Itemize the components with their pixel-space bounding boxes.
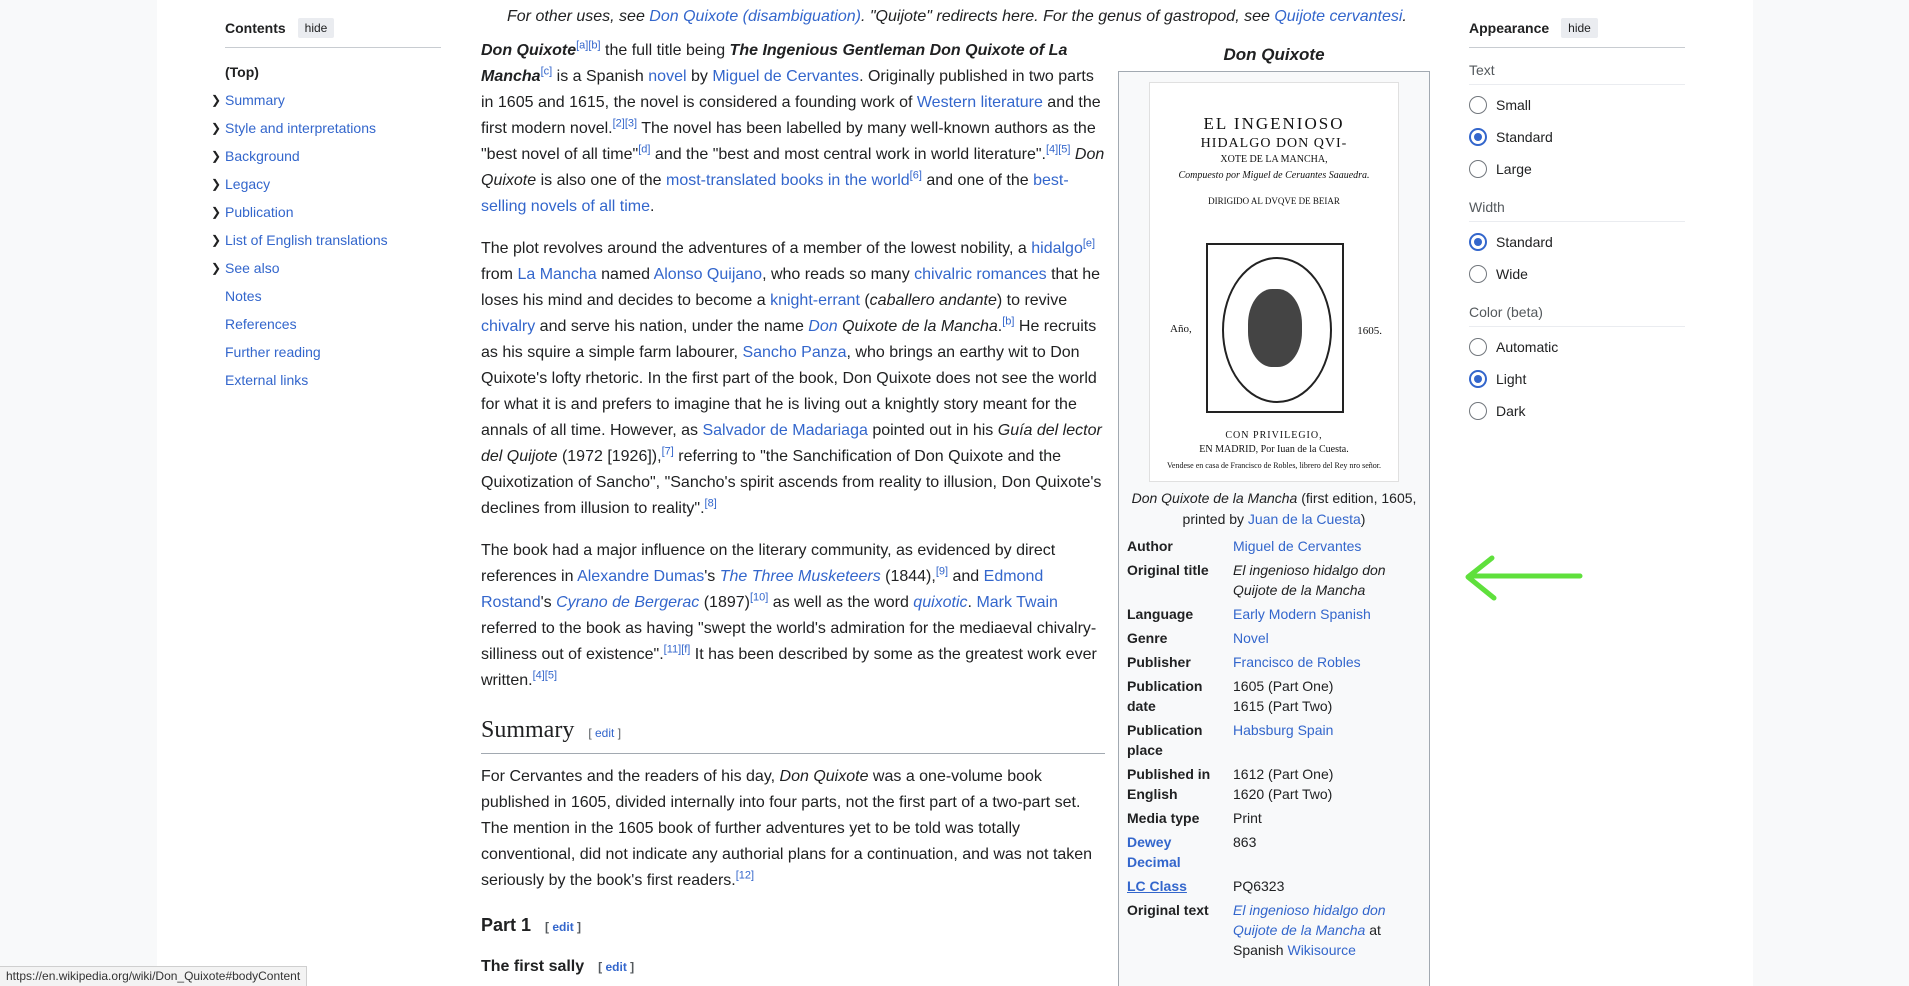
text: 's <box>704 568 720 585</box>
text-size-option[interactable] <box>1469 121 1685 153</box>
hatnote-text: . "Quijote" redirects here. For the genus of gastropod, see <box>860 8 1275 25</box>
text: The book had a major influence on the literary community, as evidenced by direct references in <box>481 542 1056 585</box>
toc-item[interactable] <box>225 366 441 394</box>
text: the full title being <box>600 42 730 59</box>
infobox-body <box>1118 71 1430 986</box>
hatnote-text: . <box>1402 8 1407 25</box>
part1-heading <box>481 912 1105 940</box>
row-header: Language <box>1127 606 1194 622</box>
bold-title: Don Quixote <box>481 42 577 59</box>
text: . <box>967 594 977 611</box>
toc-item-label[interactable]: Further reading <box>225 344 321 360</box>
edit-section-link[interactable]: [ edit ] <box>545 920 582 934</box>
summary-paragraph <box>481 764 1105 894</box>
table-row <box>1125 898 1423 962</box>
full-title: The Ingenious Gentleman Don Quixote of La Mancha <box>481 42 1068 85</box>
cover-image[interactable] <box>1149 82 1399 482</box>
text-size-options <box>1469 89 1685 185</box>
dewey-link[interactable]: Dewey Decimal <box>1127 834 1181 870</box>
radio-button[interactable] <box>1469 160 1487 178</box>
hidalgo-link[interactable]: hidalgo <box>1031 240 1083 257</box>
language-link[interactable]: Early Modern Spanish <box>1233 606 1371 622</box>
cover-text: EN MADRID, Por Iuan de la Cuesta. <box>1199 444 1349 455</box>
sancho-panza-link[interactable]: Sancho Panza <box>742 344 847 361</box>
toc-item[interactable] <box>211 170 441 198</box>
toc-item[interactable] <box>225 338 441 366</box>
text: by <box>686 68 713 85</box>
table-of-contents <box>211 18 441 394</box>
row-value: 1615 (Part Two) <box>1233 698 1333 714</box>
status-bar-url: https://en.wikipedia.org/wiki/Don_Quixote#bodyContent <box>0 966 307 986</box>
alonso-quijano-link[interactable]: Alonso Quijano <box>653 266 763 283</box>
cover-text: EL INGENIOSO <box>1203 114 1345 133</box>
original-text-link[interactable]: El ingenioso hidalgo don Quijote de la Mancha <box>1233 902 1386 938</box>
toc-item-label[interactable]: List of English translations <box>225 232 388 248</box>
cover-text: Año, <box>1170 323 1192 335</box>
most-translated-link[interactable]: most-translated books in the world <box>666 172 910 189</box>
table-row <box>1125 762 1423 806</box>
don-link[interactable]: Don <box>808 318 838 335</box>
western-literature-link[interactable]: Western literature <box>916 94 1043 111</box>
row-value: 863 <box>1233 834 1257 850</box>
summary-heading-text: Summary <box>481 717 575 743</box>
table-row <box>1125 718 1423 762</box>
chevron-right-icon[interactable]: ❯ <box>211 177 222 191</box>
row-value: 1605 (Part One) <box>1233 678 1334 694</box>
text: (1972 [1926]), <box>557 448 662 465</box>
text: (1897) <box>699 594 750 611</box>
la-mancha-link[interactable]: La Mancha <box>517 266 597 283</box>
table-row <box>1125 558 1423 602</box>
color-options <box>1469 331 1685 427</box>
toc-item[interactable] <box>225 310 441 338</box>
footnote-ref[interactable]: [6] <box>909 169 922 182</box>
italic-text: Quixote de la Mancha <box>837 318 998 335</box>
text: ( <box>859 292 870 309</box>
text-size-option-label: Small <box>1496 97 1532 113</box>
text-size-option[interactable] <box>1469 89 1685 121</box>
radio-button[interactable] <box>1469 96 1487 114</box>
footnote-ref[interactable]: [10] <box>749 591 769 604</box>
three-musketeers-link[interactable]: The Three Musketeers <box>719 568 881 585</box>
text: pointed out in his <box>867 422 998 439</box>
table-row <box>1125 674 1423 718</box>
row-value: PQ6323 <box>1233 878 1285 894</box>
mark-twain-link[interactable]: Mark Twain <box>976 594 1058 611</box>
dumas-link[interactable]: Alexandre Dumas <box>577 568 705 585</box>
toc-item-label[interactable]: References <box>225 316 297 332</box>
footnote-ref[interactable]: [7] <box>661 445 674 458</box>
footnote-ref[interactable]: [8] <box>704 497 717 510</box>
edit-section-link[interactable]: [ edit ] <box>598 960 635 974</box>
footnote-ref[interactable]: [2][3] <box>612 117 638 130</box>
edit-section-link[interactable]: [ edit ] <box>588 726 622 740</box>
color-option-label: Light <box>1496 371 1527 387</box>
toc-item[interactable] <box>211 142 441 170</box>
footnote-ref[interactable]: [4][5] <box>1046 143 1071 156</box>
juan-de-la-cuesta-link[interactable]: Juan de la Cuesta <box>1247 511 1361 527</box>
row-header: Original title <box>1127 562 1209 578</box>
publisher-link[interactable]: Francisco de Robles <box>1233 654 1361 670</box>
quijote-cervantesi-link[interactable]: Quijote cervantesi <box>1274 8 1403 25</box>
row-value: 1620 (Part Two) <box>1233 786 1333 802</box>
row-header: Author <box>1127 538 1173 554</box>
text: named <box>596 266 654 283</box>
annotation-arrow-icon <box>1462 552 1586 606</box>
table-row <box>1125 534 1423 558</box>
table-row <box>1125 874 1423 898</box>
italic-text: Don Quixote <box>779 768 869 785</box>
infobox-title: Don Quixote <box>1223 45 1325 64</box>
footnote-ref[interactable]: [c] <box>540 65 553 78</box>
color-option[interactable] <box>1469 363 1685 395</box>
cover-text: CON PRIVILEGIO, <box>1225 430 1323 441</box>
edit-link[interactable]: edit <box>595 726 615 740</box>
lc-class-link[interactable]: LC Class <box>1127 878 1187 894</box>
color-label: Color (beta) <box>1469 304 1685 327</box>
crest-emblem-icon <box>1206 243 1344 413</box>
row-header: Published in English <box>1127 766 1211 802</box>
footnote-ref[interactable]: [11][f] <box>663 643 691 656</box>
text: , who brings an earthy wit to Don Quixote's lofty rhetoric. In the first part of the book, Don Quixote does not see the world for what it is and prefers to imagine that he is living out a knightly story meant for the annals of all time. However, as <box>481 344 1097 439</box>
hatnote-text: For other uses, see <box>507 8 650 25</box>
chivalry-link[interactable]: chivalry <box>481 318 536 335</box>
text: and the first modern novel. <box>481 94 1101 137</box>
text: from <box>481 266 518 283</box>
width-option[interactable] <box>1469 258 1685 290</box>
footnote-ref[interactable]: [a][b] <box>576 39 601 52</box>
text: . Originally published in two parts in 1605 and 1615, the novel is considered a founding work of <box>481 68 1094 111</box>
table-row <box>1125 830 1423 874</box>
madariaga-link[interactable]: Salvador de Madariaga <box>702 422 868 439</box>
text: was a one-volume book published in 1605, divided internally into four parts, not the first part of a two-part set. The mention in the 1605 book of further adventures yet to be told was totally conventional, did not indicate any authorial plans for a continuation, and was not taken seriously by the book's first readers. <box>481 768 1093 889</box>
infobox-table <box>1125 534 1423 962</box>
summary-heading <box>481 714 1105 754</box>
italic-text: Guía del lector del Quijote <box>481 422 1102 465</box>
toc-item-label[interactable]: Background <box>225 148 300 164</box>
table-row <box>1125 806 1423 830</box>
text: and one of the <box>921 172 1034 189</box>
cover-text: Compuesto por Miguel de Ceruantes Saauedra. <box>1178 170 1370 181</box>
cover-text: HIDALGO DON QVI- <box>1200 136 1348 151</box>
appearance-hide-button[interactable]: hide <box>1561 18 1598 38</box>
cervantes-link[interactable]: Miguel de Cervantes <box>712 68 860 85</box>
chevron-right-icon[interactable]: ❯ <box>211 233 222 247</box>
author-link[interactable]: Miguel de Cervantes <box>1233 538 1362 554</box>
row-header: Publication date <box>1127 678 1203 714</box>
row-header: Publication place <box>1127 722 1203 758</box>
text: referring to "the Sanchification of Don Quixote and the Quixotization of Sancho", "Sancho's spirit ascends from reality to illusion, Don Quixote's declines from illusion to reality". <box>481 448 1102 517</box>
toc-hide-button[interactable]: hide <box>298 18 335 38</box>
toc-item-label[interactable]: Legacy <box>225 176 271 192</box>
text: The novel has been labelled by many well-known authors as the "best novel of all time" <box>481 120 1096 163</box>
text: and the "best and most central work in world literature". <box>650 146 1046 163</box>
color-option-label: Automatic <box>1496 339 1559 355</box>
text: He recruits as his squire a simple farm labourer, <box>481 318 1097 361</box>
toc-title: Contents <box>225 20 286 36</box>
row-value: Print <box>1233 810 1262 826</box>
toc-item-label[interactable]: Notes <box>225 288 262 304</box>
knight-errant-link[interactable]: knight-errant <box>770 292 860 309</box>
footnote-ref[interactable]: [9] <box>935 565 949 578</box>
toc-item[interactable] <box>211 198 441 226</box>
radio-button[interactable] <box>1469 402 1487 420</box>
text: ) <box>1360 511 1366 527</box>
text: as well as the word <box>768 594 914 611</box>
width-option[interactable] <box>1469 226 1685 258</box>
color-option[interactable] <box>1469 395 1685 427</box>
chivalric-romances-link[interactable]: chivalric romances <box>914 266 1047 283</box>
toc-item-label[interactable]: Style and interpretations <box>225 120 376 136</box>
toc-item[interactable] <box>211 226 441 254</box>
cyrano-link[interactable]: Cyrano de Bergerac <box>556 594 700 611</box>
appearance-header <box>1469 18 1685 48</box>
lead-paragraph-3 <box>481 538 1103 694</box>
toc-item-label[interactable]: Publication <box>225 204 294 220</box>
text: For Cervantes and the readers of his day, <box>481 768 780 785</box>
text: and <box>948 568 984 585</box>
text: . <box>649 198 655 215</box>
toc-item-label[interactable]: (Top) <box>225 64 259 80</box>
text: and serve his nation, under the name <box>535 318 809 335</box>
text: is a Spanish <box>552 68 649 85</box>
row-header: Media type <box>1127 810 1200 826</box>
width-option-label: Standard <box>1496 234 1553 250</box>
article-body <box>481 38 1105 980</box>
radio-button[interactable] <box>1469 338 1487 356</box>
cover-text: Vendese en casa de Francisco de Robles, librero del Rey nro señor. <box>1167 461 1381 470</box>
row-value: El ingenioso hidalgo don Quijote de la Mancha <box>1233 562 1386 598</box>
radio-button[interactable] <box>1469 370 1487 388</box>
table-row <box>1125 626 1423 650</box>
width-label: Width <box>1469 199 1685 222</box>
text: The plot revolves around the adventures of a member of the lowest nobility, a <box>481 240 1032 257</box>
radio-button[interactable] <box>1469 128 1487 146</box>
rostand-link[interactable]: Edmond Rostand <box>481 568 1044 611</box>
radio-button[interactable] <box>1469 265 1487 283</box>
italic-text: caballero andante <box>869 292 997 309</box>
infobox <box>1118 44 1430 986</box>
chevron-right-icon[interactable]: ❯ <box>211 121 222 135</box>
hatnote <box>507 8 1407 26</box>
text-size-option-label: Large <box>1496 161 1532 177</box>
chevron-right-icon[interactable]: ❯ <box>211 261 222 275</box>
disambiguation-link[interactable]: Don Quixote (disambiguation) <box>649 8 861 25</box>
cover-text: 1605. <box>1357 325 1382 337</box>
text-size-option-label: Standard <box>1496 129 1553 145</box>
appearance-panel <box>1469 18 1685 427</box>
appearance-title: Appearance <box>1469 20 1550 36</box>
cover-caption <box>1125 488 1423 530</box>
toc-list <box>211 58 441 394</box>
width-options <box>1469 226 1685 290</box>
text: (1844), <box>880 568 936 585</box>
row-value: 1612 (Part One) <box>1233 766 1334 782</box>
text: is also one of the <box>536 172 666 189</box>
row-header: Genre <box>1127 630 1168 646</box>
text-size-group <box>1469 62 1685 185</box>
footnote-ref[interactable]: [e] <box>1082 237 1096 250</box>
cover-text: DIRIGIDO AL DVQVE DE BEIAR <box>1208 196 1340 206</box>
text: (first edition, 1605, printed by <box>1182 490 1417 527</box>
title-italic: Don Quixote <box>481 146 1105 189</box>
text: , who reads so many <box>762 266 915 283</box>
toc-item[interactable] <box>211 114 441 142</box>
text: . <box>997 318 1003 335</box>
table-row <box>1125 602 1423 626</box>
text: that he loses his mind and decides to become a <box>481 266 1101 309</box>
toc-item-label[interactable]: External links <box>225 372 309 388</box>
width-group <box>1469 199 1685 290</box>
toc-item-label[interactable]: Summary <box>225 92 285 108</box>
toc-item-label[interactable]: See also <box>225 260 280 276</box>
lead-paragraph-2 <box>481 236 1105 522</box>
text-size-option[interactable] <box>1469 153 1685 185</box>
text-size-label: Text <box>1469 62 1685 85</box>
radio-button[interactable] <box>1469 233 1487 251</box>
footnote-ref[interactable]: [d] <box>638 143 651 156</box>
toc-item[interactable] <box>211 86 441 114</box>
edit-link[interactable]: edit <box>605 960 627 974</box>
chevron-right-icon[interactable]: ❯ <box>211 93 222 107</box>
toc-item[interactable] <box>211 254 441 282</box>
text: 's <box>540 594 557 611</box>
part1-heading-text: Part 1 <box>481 915 532 935</box>
cover-text: XOTE DE LA MANCHA, <box>1220 154 1328 165</box>
table-row <box>1125 650 1423 674</box>
toc-item[interactable] <box>225 282 441 310</box>
wikisource-link[interactable]: Wikisource <box>1287 942 1356 958</box>
quixotic-link[interactable]: quixotic <box>913 594 968 611</box>
novel-link[interactable]: novel <box>648 68 687 85</box>
row-header: Original text <box>1127 902 1209 918</box>
color-option[interactable] <box>1469 331 1685 363</box>
toc-item[interactable] <box>225 58 441 86</box>
chevron-right-icon[interactable]: ❯ <box>211 205 222 219</box>
text: It has been described by some as the greatest work ever written. <box>481 646 1097 689</box>
color-option-label: Dark <box>1496 403 1526 419</box>
footnote-ref[interactable]: [4][5] <box>532 669 558 682</box>
best-selling-link[interactable]: best-selling novels of all time <box>481 172 1069 215</box>
italic-text: Don Quixote de la Mancha <box>1131 490 1298 506</box>
lead-paragraph-1 <box>481 38 1105 220</box>
footnote-ref[interactable]: [b] <box>1002 315 1015 328</box>
first-sally-heading <box>481 954 1105 980</box>
text: at Spanish <box>1233 922 1381 958</box>
width-option-label: Wide <box>1496 266 1528 282</box>
text: referred to the book as having "swept the world's admiration for the mediaeval chivalry-silliness out of existence". <box>481 620 1097 663</box>
footnote-ref[interactable]: [12] <box>735 869 755 882</box>
color-group <box>1469 304 1685 427</box>
edit-link[interactable]: edit <box>552 920 574 934</box>
toc-header <box>225 18 441 48</box>
row-header: Publisher <box>1127 654 1191 670</box>
chevron-right-icon[interactable]: ❯ <box>211 149 222 163</box>
text: ) to revive <box>996 292 1068 309</box>
pubplace-link[interactable]: Habsburg Spain <box>1233 722 1334 738</box>
first-sally-heading-text: The first sally <box>481 958 585 975</box>
genre-link[interactable]: Novel <box>1233 630 1269 646</box>
